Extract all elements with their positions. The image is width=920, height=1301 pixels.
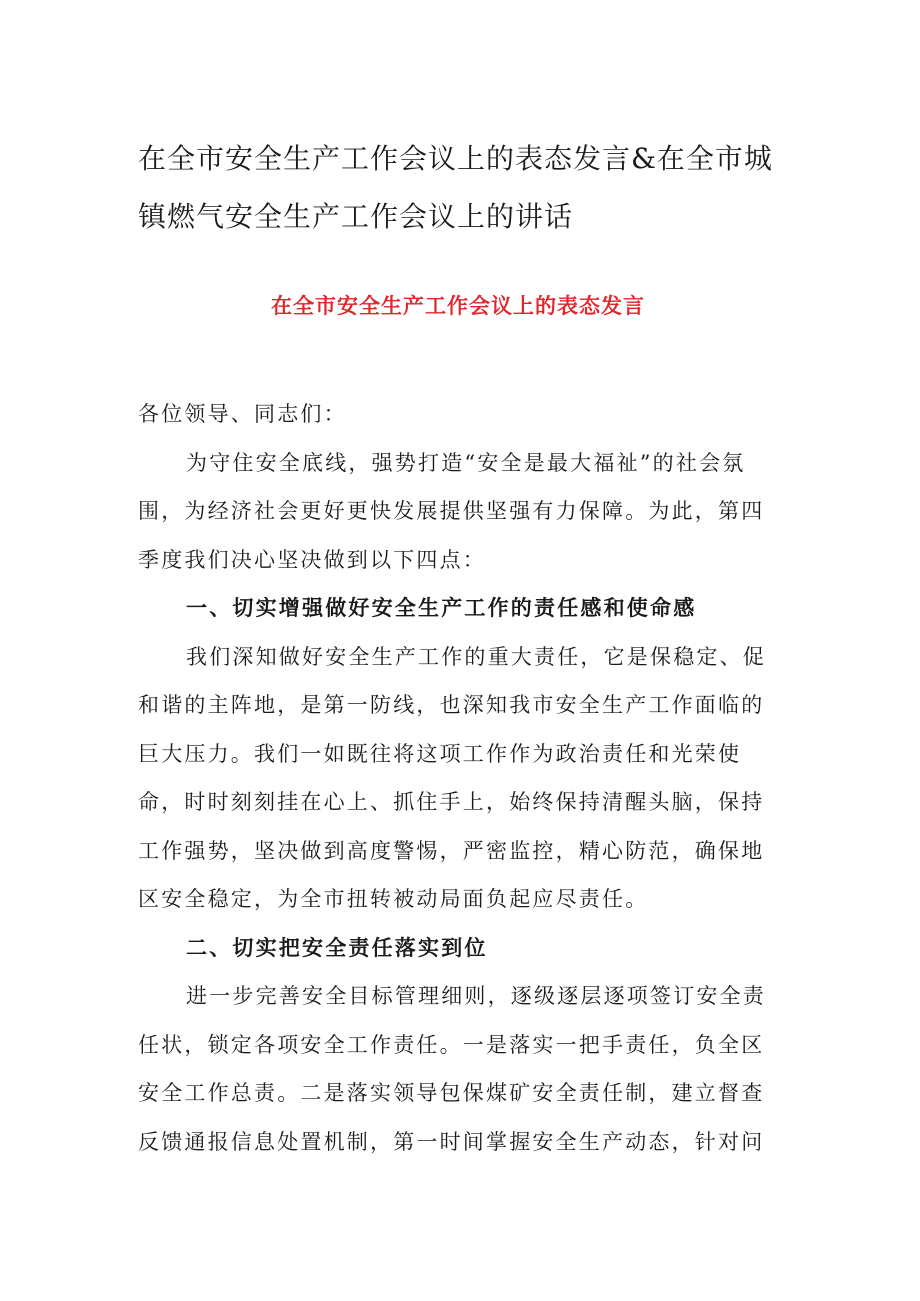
document-title-line-1: 在全市安全生产工作会议上的表态发言&在全市城 — [138, 142, 773, 175]
paragraph-line: 我们深知做好安全生产工作的重大责任，它是保稳定、促 — [186, 644, 766, 669]
document-title-line-2: 镇燃气安全生产工作会议上的讲话 — [138, 200, 574, 233]
paragraph-line: 为守住安全底线，强势打造“安全是最大福祉”的社会氛 — [186, 450, 746, 475]
paragraph-line: 任状，锁定各项安全工作责任。一是落实一把手责任，负全区 — [138, 1032, 765, 1057]
paragraph-line: 命，时时刻刻挂在心上、抓住手上，始终保持清醒头脑，保持 — [138, 790, 765, 814]
paragraph-line: 反馈通报信息处置机制，第一时间掌握安全生产动态，针对问 — [138, 1129, 765, 1154]
paragraph-line: 和谐的主阵地，是第一防线，也深知我市安全生产工作面临的 — [138, 693, 765, 717]
document-body — [138, 390, 778, 1166]
paragraph-line: 工作强势，坚决做到高度警惕，严密监控，精心防范，确保地 — [138, 838, 765, 863]
paragraph-line: 区安全稳定，为全市扭转被动局面负起应尽责任。 — [138, 887, 649, 911]
paragraph-line: 巨大压力。我们一如既往将这项工作作为政治责任和光荣使 — [138, 741, 742, 766]
heading-two: 二、切实把安全责任落实到位 — [186, 934, 488, 960]
paragraph-line: 围，为经济社会更好更快发展提供坚强有力保障。为此，第四 — [138, 499, 765, 523]
heading-one: 一、切实增强做好安全生产工作的责任感和使命感 — [186, 595, 697, 620]
document-title — [138, 130, 778, 246]
salutation: 各位领导、同志们： — [138, 402, 347, 426]
paragraph-line: 进一步完善安全目标管理细则，逐级逐层逐项签订安全责 — [186, 984, 766, 1008]
section-title: 在全市安全生产工作会议上的表态发言 — [271, 293, 645, 318]
paragraph-line: 季度我们决心坚决做到以下四点： — [138, 547, 486, 572]
paragraph-line: 安全工作总责。二是落实领导包保煤矿安全责任制，建立督查 — [138, 1081, 765, 1105]
